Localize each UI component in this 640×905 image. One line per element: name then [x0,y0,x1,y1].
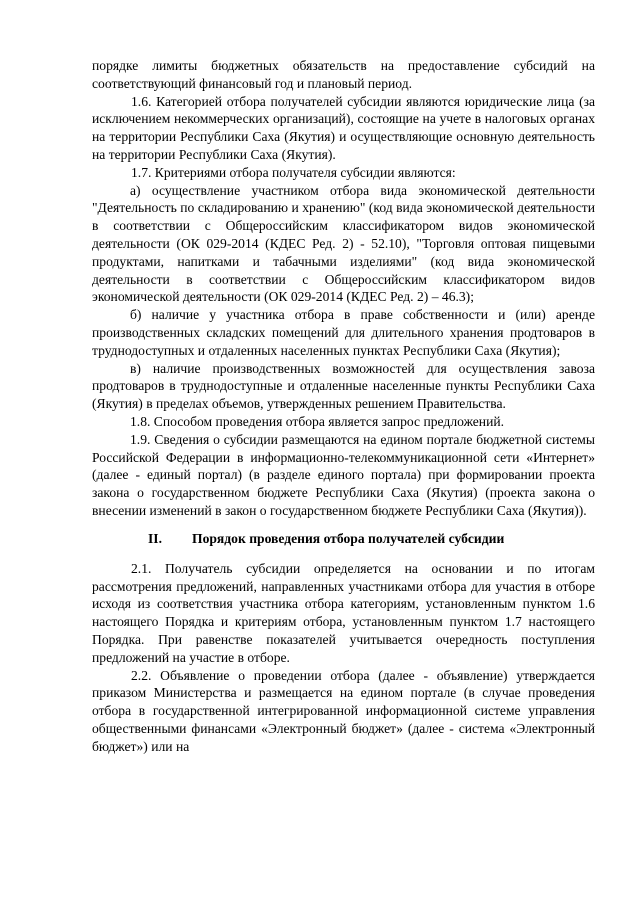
section-title: Порядок проведения отбора получателей субсидии [192,530,505,546]
paragraph-1-7: 1.7. Критериями отбора получателя субсидии являются: [131,164,456,180]
section-heading [92,530,595,548]
paragraph-2-1: 2.1. Получатель субсидии определяется на основании и по итогам рассмотрения предложений, направленных участниками отбора для участия в отборе исходя из соответствия участника отбора категориям, установленным пунктом 1.6 настоящего Порядка и критериям отбора, установленным пунктом 1.7 настоящего Порядка. При равенстве показателей учитывается очередность поступления предложений на участие в отборе. [92,560,595,665]
paragraph-1-7-v: в) наличие производственных возможностей для осуществления завоза продтоваров в труднодоступные и отдаленные населенные пункты Республики Саха (Якутия) в пределах объемов, утвержденных решением Правительства. [92,360,595,412]
paragraph-2-2: 2.2. Объявление о проведении отбора (далее - объявление) утверждается приказом Министерства и размещается на едином портале (в случае проведения отбора в государственной интегрированной информационной системе управления общественными финансами «Электронный бюджет» (далее - система «Электронный бюджет») или на [92,667,595,754]
paragraph-1-7-a: а) осуществление участником отбора вида экономической деятельности "Деятельность по складированию и хранению" (код вида экономической деятельности в соответствии с Общероссийским классификатором видов экономической деятельности (ОК 029-2014 (КДЕС Ред. 2) - 52.10), "Торговля оптовая пищевыми продуктами, напитками и табачными изделиями" (код вида экономической деятельности в соответствии с Общероссийским классификатором видов экономической деятельности (ОК 029-2014 (КДЕС Ред. 2) – 46.3); [92,182,595,305]
paragraph-1-9: 1.9. Сведения о субсидии размещаются на едином портале бюджетной системы Российской Федерации в информационно-телекоммуникационной сети «Интернет» (далее - единый портал) (в разделе единого портала) при формировании проекта закона о государственном бюджете Республики Саха (Якутия) (проекта закона о внесении изменений в закон о государственном бюджете Республики Саха (Якутия)). [92,431,595,518]
section-number: II. [148,530,162,546]
paragraph-1-8: 1.8. Способом проведения отбора является запрос предложений. [130,413,505,429]
paragraph-1-7-b: б) наличие у участника отбора в праве собственности и (или) аренде производственных складских помещений для длительного хранения продтоваров в труднодоступных и отдаленных населенных пунктах Республики Саха (Якутия); [92,307,595,358]
paragraph-1-6: 1.6. Категорией отбора получателей субсидии являются юридические лица (за исключением некоммерческих организаций), состоящие на учете в налоговых органах на территории Республики Саха (Якутия) и осуществляющие основную деятельность на территории Республики Саха (Якутия). [92,93,595,162]
paragraph-continuation: порядке лимиты бюджетных обязательств на предоставление субсидий на соответствующий финансовый год и плановый период. [92,58,595,91]
